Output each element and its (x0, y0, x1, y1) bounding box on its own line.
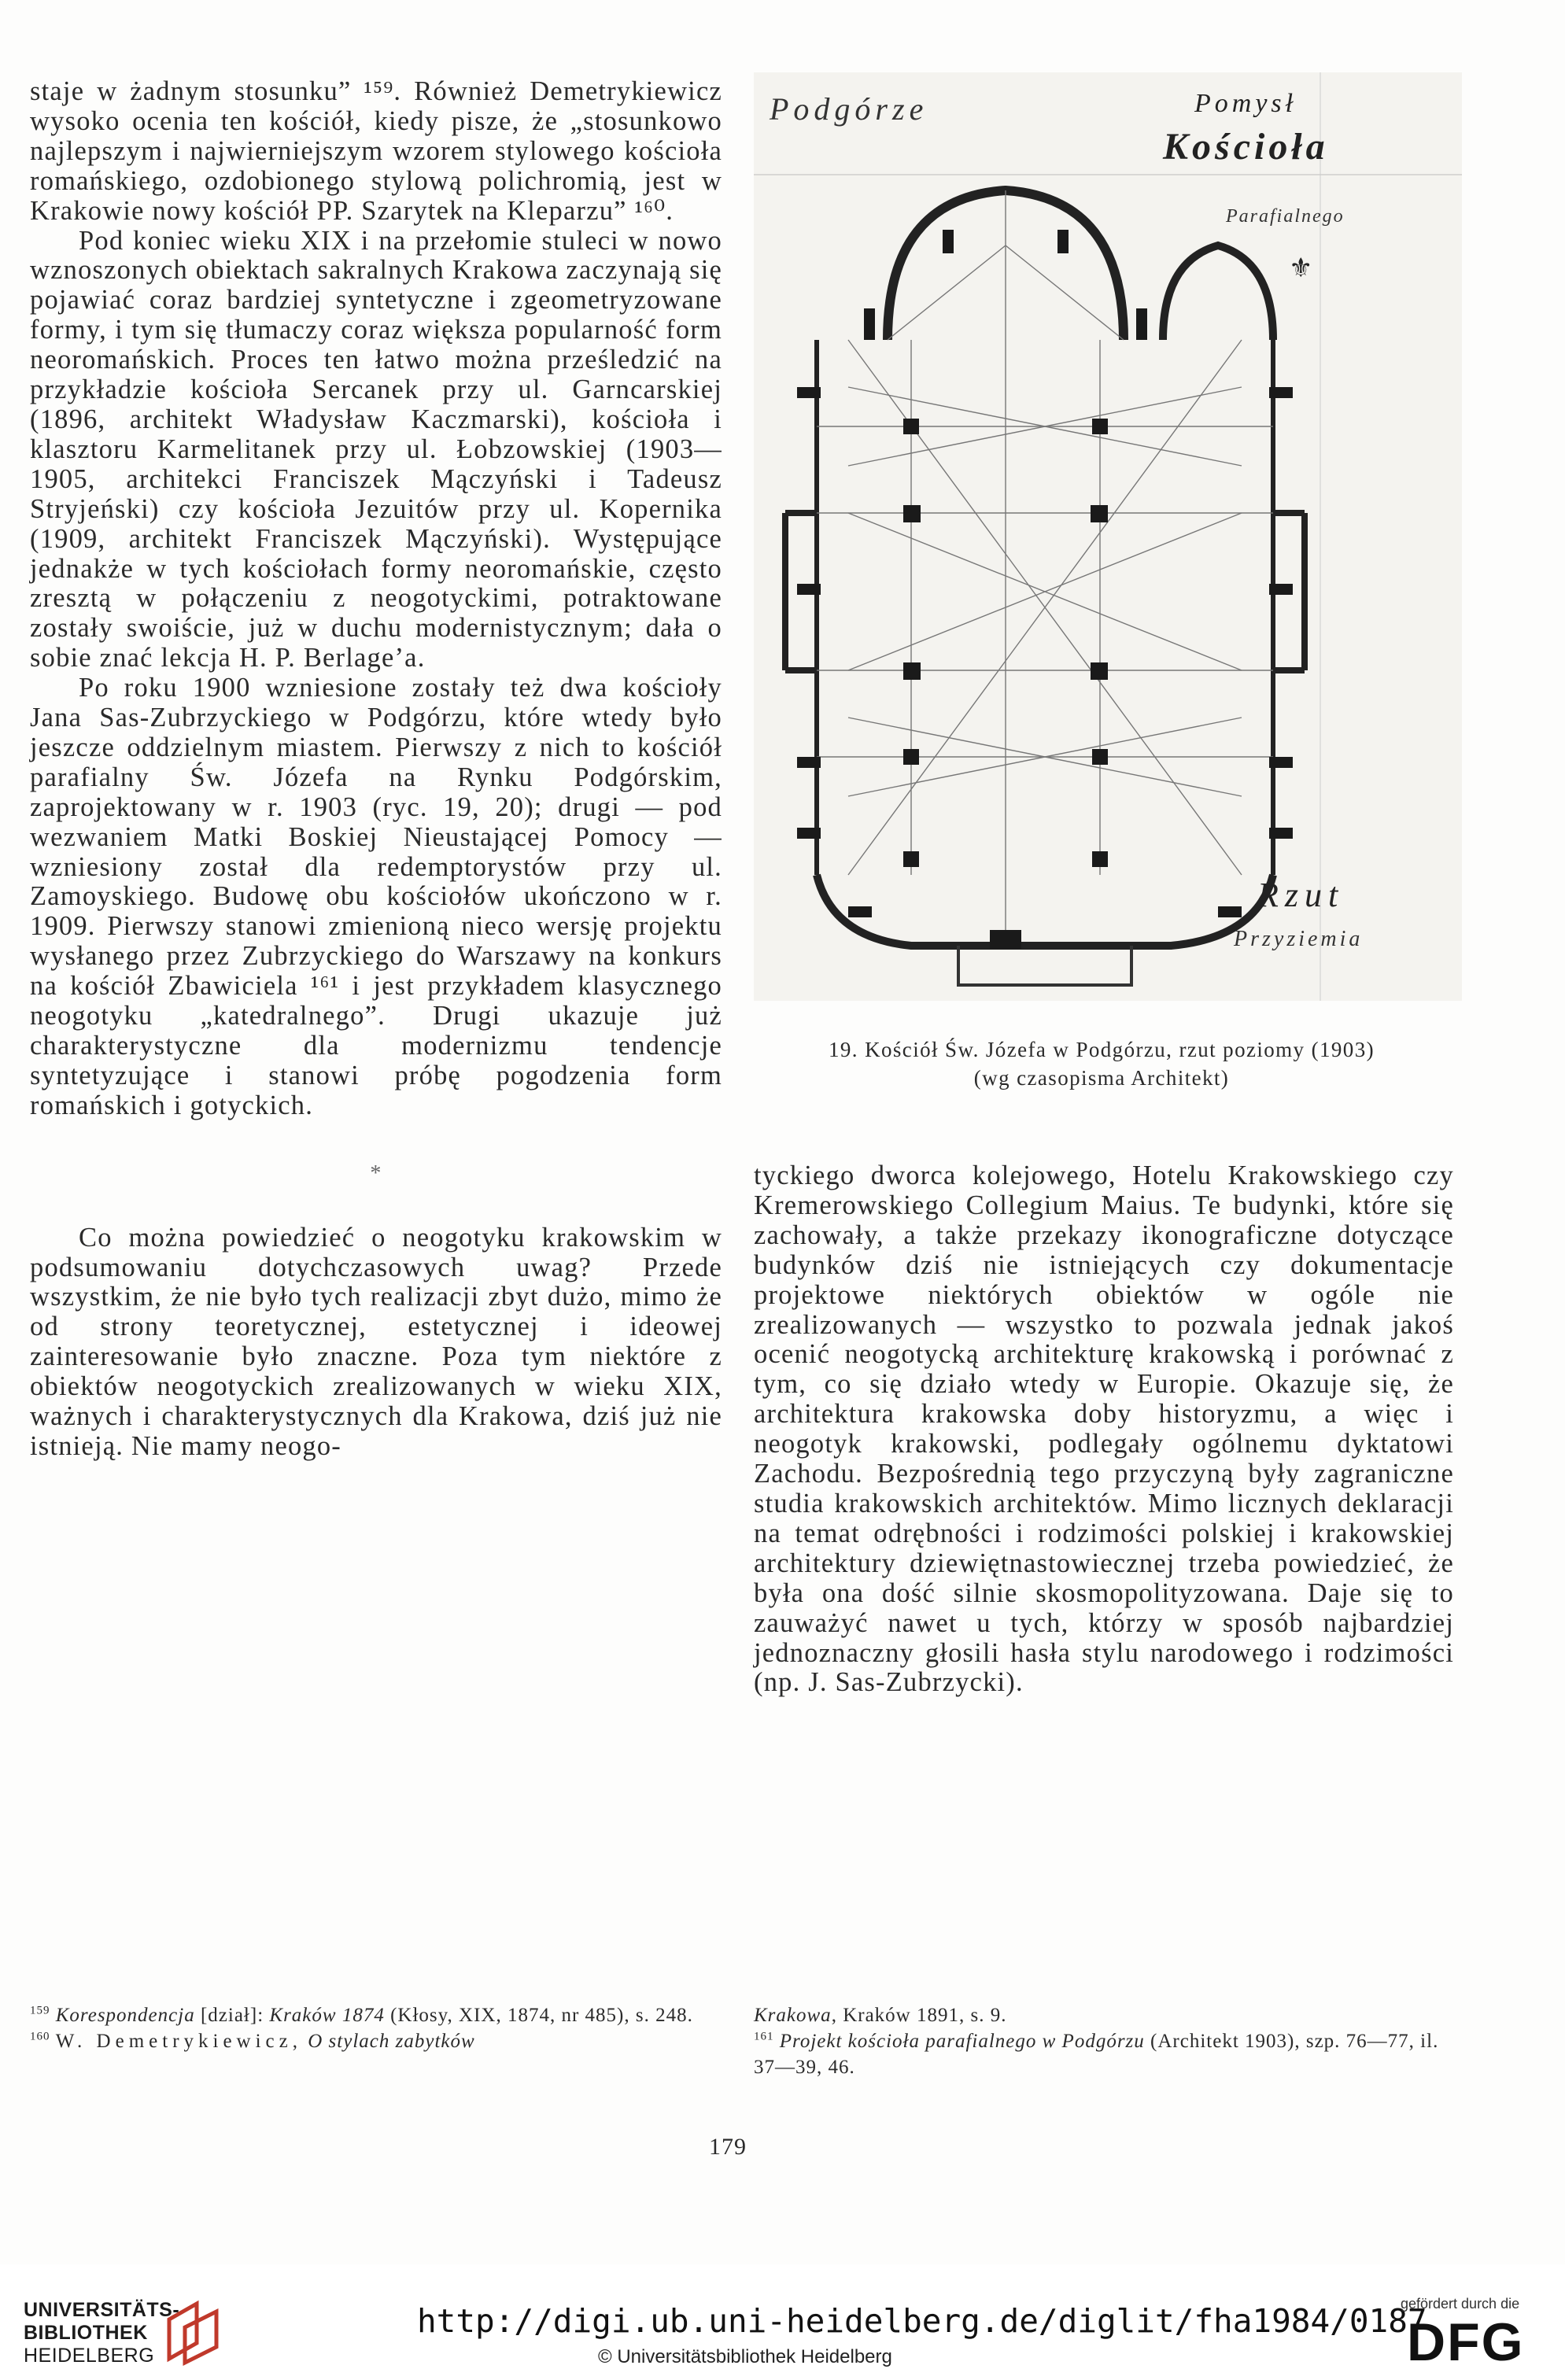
copyright-notice: © Universitätsbibliothek Heidelberg (598, 2346, 892, 2367)
dfg-logo: DFG (1407, 2312, 1525, 2372)
paragraph-3: Po roku 1900 wzniesione zostały też dwa kościoły Jana Sas-Zubrzyckiego w Podgórzu, które wtedy było jeszcze oddzielnym miastem. Pierwszy z nich to kościół parafialny Św. Józefa na Rynku Podgórskim, zaprojektowany w r. 1903 (ryc. 19, 20); drugi — pod wezwaniem Matki Boskiej Nieustającej Pomocy — wzniesiony został dla redemptorystów przy ul. Zamoyskiego. Budowę obu kościołów ukończono w r. 1909. Pierwszy stanowi zmienioną nieco wersję projektu wysłanego przez Zubrzyckiego do Warszawy na konkurs na kościół Zbawiciela ¹⁶¹ i jest przykładem klasycznego neogotyku „katedralnego”. Drugi ukazuje już charakterystyczne dla modernizmu tendencje syntetyzujące i stanowi próbę pogodzenia form romańskich i gotyckich. (30, 673, 722, 1120)
figure-title-right-1: Pomysł (1194, 89, 1297, 118)
footnote-160-continued: Krakowa, Kraków 1891, s. 9. (754, 2005, 1007, 2026)
floor-plan-drawing (754, 72, 1462, 1001)
paragraph-1: staje w żadnym stosunku” ¹⁵⁹. Również Demetrykiewicz wysoko ocenia ten kościół, kiedy pisze, że „stosunkowo najlepszym i najwierniejszym wzorem stylowego kościoła romańskiego, ozdobionego stylową polichromią, jest w Krakowie nowy kościół PP. Szarytek na Kleparzu” ¹⁶⁰. (30, 76, 722, 226)
paragraph-2: Pod koniec wieku XIX i na przełomie stuleci w nowo wznoszonych obiektach sakralnych Krakowa zaczynają się pojawiać coraz bardziej syntetyczne i zgeometryzowane formy, i tym się tłumaczy coraz większa popularność form neoromańskich. Proces ten łatwo można prześledzić na przykładzie kościoła Sercanek przy ul. Garncarskiej (1896, architekt Władysław Kaczmarski), kościoła i klasztoru Karmelitanek przy ul. Łobzowskiej (1903—1905, architekci Franciszek Mączyński i Tadeusz Stryjeński) czy kościoła Jezuitów przy ul. Kopernika (1909, architekt Franciszek Mączyński). Występujące jednakże w tych kościołach formy neoromańskie, często zresztą w połączeniu z neogotyckimi, potraktowane zostały swoiście, już w duchu modernistycznym; dała o sobie znać lekcja H. P. Berlage’a. (30, 225, 722, 673)
right-column (754, 1161, 1454, 1698)
figure-caption-line-1: 19. Kościół Św. Józefa w Podgórzu, rzut poziomy (1903) (829, 1038, 1375, 1061)
figure-caption-line-2: (wg czasopisma Architekt) (973, 1066, 1230, 1090)
figure-title-left: Podgórze (770, 91, 928, 127)
footnote-159: $^{159}$ Korespondencja [dział]: Kraków 1874 (Kłosy, XIX, 1874, nr 485), s. 248. (30, 2004, 693, 2026)
section-separator: * (370, 1160, 382, 1186)
paragraph-right: tyckiego dworca kolejowego, Hotelu Krakowskiego czy Kremerowskiego Collegium Maius. Te budynki, które się zachowały, a także przekazy ikonograficzne dotyczące budynków dziś nie istniejących czy dokumentacje projektowe niektórych obiektów w ogóle nie zrealizowanych — wszystko to pozwala jednak jakoś ocenić neogotycką architekturę krakowską i porównać z tym, co się działo wtedy w Europie. Okazuje się, że architektura krakowska doby historyzmu, a więc i neogotyk krakowski, podlegały ogólnemu dyktatowi Zachodu. Bezpośrednią tego przyczyną były zagraniczne studia krakowskich architektów. Mimo licznych deklaracji na temat odrębności i rodzimości polskiej i krakowskiej architektury dziewiętnastowiecznej trzeba powiedzieć, że była ona dość silnie skosmopolityzowana. Daje się to zauważyć nawet u tych, którzy w sposób najbardziej jednoznaczny głosili hasła stylu narodowego i rodzimości (np. J. Sas-Zubrzycki). (754, 1160, 1454, 1698)
figure-title-right-2: Kościoła (1163, 126, 1329, 168)
library-logo-icon (161, 2296, 232, 2367)
footnotes-right (754, 2002, 1454, 2080)
plan-label-1: Rzut (1257, 876, 1345, 914)
permalink[interactable]: http://digi.ub.uni-heidelberg.de/diglit/fha1984/0187 (417, 2302, 1427, 2340)
figure-caption (751, 1035, 1452, 1092)
footnote-161: $^{161}$ Projekt kościoła parafialnego w Podgórzu (Architekt 1903), szp. 76—77, il. 37—39, 46. (754, 2030, 1439, 2078)
fleur-de-lis-icon: ⚜ (1289, 253, 1313, 284)
footnotes-left (30, 2002, 722, 2054)
footnote-160: $^{160}$ W. Demetrykiewicz, O stylach zabytków (30, 2030, 475, 2052)
page-number: 179 (709, 2134, 747, 2160)
figure-title-right-3: Parafialnego (1226, 206, 1345, 227)
plan-label-2: Przyziemia (1234, 927, 1364, 951)
paragraph-4: Co można powiedzieć o neogotyku krakowskim w podsumowaniu dotychczasowych uwag? Przede wszystkim, że nie było tych realizacji zbyt dużo, mimo że od strony teoretycznej, estetycznej i ideowej zainteresowanie było znaczne. Poza tym niektóre z obiektów neogotyckich zrealizowanych w wieku XIX, ważnych i charakterystycznych dla Krakowa, dziś już nie istnieją. Nie mamy neogo- (30, 1222, 722, 1461)
library-name: UNIVERSITÄTS- BIBLIOTHEK HEIDELBERG (24, 2299, 180, 2367)
left-column (30, 77, 722, 1462)
floor-plan-figure (754, 72, 1462, 1001)
digitization-footer (0, 2264, 1565, 2380)
funder-note: gefördert durch die (1401, 2296, 1520, 2312)
